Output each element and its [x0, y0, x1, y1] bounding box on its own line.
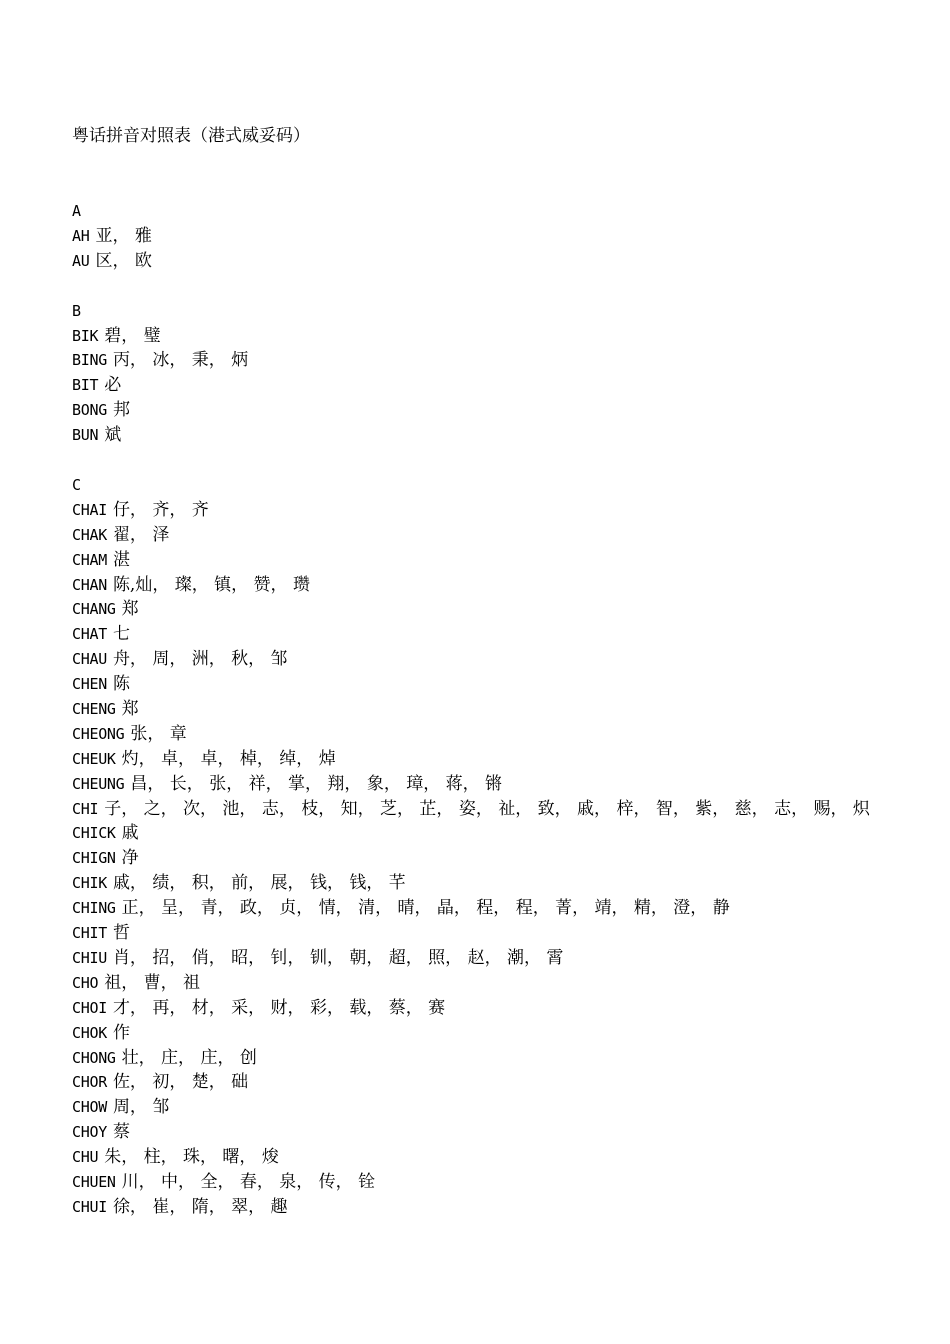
romanization-code: CHAK [72, 525, 107, 544]
chinese-characters: 壮， 庄， 庄， 创 [121, 1047, 257, 1068]
romanization-code: CHONG [72, 1048, 116, 1067]
entry-row [72, 597, 932, 622]
chinese-characters: 徐， 崔， 隋， 翠， 趣 [112, 1196, 288, 1217]
entry-row [72, 672, 932, 697]
chinese-characters: 戚， 绩， 积， 前， 展， 钱， 钱， 芊 [112, 873, 406, 894]
romanization-code: CHAI [72, 500, 107, 519]
entry-row [72, 797, 932, 822]
chinese-characters: 佐， 初， 楚， 础 [112, 1072, 249, 1093]
romanization-code: BUN [72, 426, 99, 445]
chinese-characters: 仔， 齐， 齐 [112, 499, 209, 520]
romanization-code: CHEUK [72, 749, 116, 768]
entry-row [72, 523, 932, 548]
chinese-characters: 朱， 柱， 珠， 曙， 焌 [104, 1147, 279, 1168]
chinese-characters: 舟， 周， 洲， 秋， 邹 [112, 649, 288, 670]
section-b [72, 299, 932, 448]
romanization-code: CHEN [72, 675, 107, 694]
entry-row [72, 373, 932, 398]
section-letter: C [72, 476, 81, 495]
entry-row [72, 996, 932, 1021]
chinese-characters: 张， 章 [130, 723, 187, 744]
entry-row [72, 846, 932, 871]
romanization-code: CHOR [72, 1073, 107, 1092]
chinese-characters: 才， 再， 材， 采， 财， 彩， 载， 蔡， 赛 [112, 997, 446, 1018]
romanization-code: CHENG [72, 700, 116, 719]
chinese-characters: 净 [121, 848, 139, 869]
entry-row [72, 722, 932, 747]
section-letter: A [72, 202, 81, 220]
section-letter: B [72, 301, 81, 320]
romanization-code: CHOY [72, 1123, 107, 1142]
chinese-characters: 肖， 招， 俏， 昭， 钊， 钏， 朝， 超， 照， 赵， 潮， 霄 [112, 947, 564, 968]
chinese-characters: 亚， 雅 [95, 225, 152, 246]
chinese-characters: 周， 邹 [112, 1097, 170, 1118]
section-c [72, 473, 932, 1220]
entry-row [72, 946, 932, 971]
entry-row [72, 622, 932, 647]
entry-row [72, 821, 932, 846]
entry-row [72, 871, 932, 896]
chinese-characters: 昌， 长， 张， 祥， 掌， 翔， 象， 璋， 蒋， 锵 [130, 773, 503, 794]
entry-row [72, 896, 932, 921]
entry-row [72, 1195, 932, 1220]
romanization-code: CHEONG [72, 724, 125, 743]
chinese-characters: 丙， 冰， 秉， 炳 [112, 350, 249, 371]
romanization-code: CHI [72, 799, 99, 818]
entry-row [72, 1170, 932, 1195]
entry-row [72, 224, 932, 249]
romanization-code: BIT [72, 376, 99, 395]
chinese-characters: 斌 [104, 425, 122, 446]
romanization-code: CHUI [72, 1197, 107, 1216]
romanization-code: BONG [72, 401, 107, 420]
romanization-code: CHING [72, 899, 116, 918]
entry-row [72, 1120, 932, 1145]
entry-row [72, 697, 932, 722]
chinese-characters: 灼， 卓， 卓， 棹， 绰， 焯 [121, 748, 336, 769]
romanization-code: AU [72, 251, 90, 270]
entry-row [72, 647, 932, 672]
chinese-characters: 陈 [112, 674, 130, 695]
sections-container [72, 199, 932, 1220]
entry-row [72, 1070, 932, 1095]
entry-row [72, 573, 932, 598]
chinese-characters: 陈,灿， 璨， 镇， 赞， 瓒 [112, 574, 310, 595]
romanization-code: CHIGN [72, 849, 116, 868]
entry-row [72, 971, 932, 996]
entry-row [72, 423, 932, 448]
chinese-characters: 郑 [121, 599, 139, 620]
chinese-characters: 子， 之， 次， 池， 志， 枝， 知， 芝， 芷， 姿， 祉， 致， 戚， 梓， 智， 紫， 慈， 志， 赐， 炽 [104, 798, 870, 819]
entry-row [72, 747, 932, 772]
romanization-code: CHAU [72, 650, 107, 669]
entry-row [72, 1021, 932, 1046]
romanization-code: CHEUNG [72, 774, 125, 793]
chinese-characters: 碧， 璧 [104, 325, 161, 346]
entry-row [72, 1095, 932, 1120]
document-page [72, 124, 932, 1220]
chinese-characters: 邦 [112, 400, 130, 421]
chinese-characters: 戚 [121, 823, 139, 844]
entry-row [72, 772, 932, 797]
romanization-code: AH [72, 226, 90, 245]
romanization-code: CHUEN [72, 1172, 116, 1191]
romanization-code: CHICK [72, 824, 116, 843]
romanization-code: CHO [72, 973, 99, 992]
chinese-characters: 翟， 泽 [112, 524, 170, 545]
romanization-code: CHOI [72, 998, 107, 1017]
chinese-characters: 七 [112, 624, 130, 645]
chinese-characters: 哲 [112, 923, 130, 944]
chinese-characters: 区， 欧 [95, 250, 152, 271]
romanization-code: CHU [72, 1148, 99, 1167]
romanization-code: CHAT [72, 625, 107, 644]
romanization-code: CHAN [72, 575, 107, 594]
entry-row [72, 1046, 932, 1071]
romanization-code: CHAM [72, 550, 107, 569]
chinese-characters: 正， 呈， 青， 政， 贞， 情， 清， 晴， 晶， 程， 程， 菁， 靖， 精， 澄， 静 [121, 898, 730, 919]
entry-row [72, 249, 932, 274]
romanization-code: CHOW [72, 1098, 107, 1117]
chinese-characters: 蔡 [112, 1122, 130, 1143]
entry-row [72, 1145, 932, 1170]
entry-row [72, 498, 932, 523]
chinese-characters: 湛 [112, 549, 130, 570]
entry-row [72, 324, 932, 349]
entry-row [72, 921, 932, 946]
entry-row [72, 348, 932, 373]
romanization-code: CHIU [72, 948, 107, 967]
entry-row [72, 398, 932, 423]
chinese-characters: 作 [112, 1022, 130, 1043]
chinese-characters: 川， 中， 全， 春， 泉， 传， 铨 [121, 1171, 376, 1192]
romanization-code: CHIK [72, 874, 107, 893]
romanization-code: CHOK [72, 1023, 107, 1042]
chinese-characters: 必 [104, 375, 122, 396]
chinese-characters: 祖， 曹， 祖 [104, 972, 201, 993]
romanization-code: BIK [72, 326, 99, 345]
page-title: 粤话拼音对照表（港式威妥码） [72, 126, 310, 146]
romanization-code: CHANG [72, 600, 116, 619]
chinese-characters: 郑 [121, 699, 139, 720]
romanization-code: BING [72, 351, 107, 370]
romanization-code: CHIT [72, 924, 107, 943]
entry-row [72, 548, 932, 573]
section-a [72, 199, 932, 274]
